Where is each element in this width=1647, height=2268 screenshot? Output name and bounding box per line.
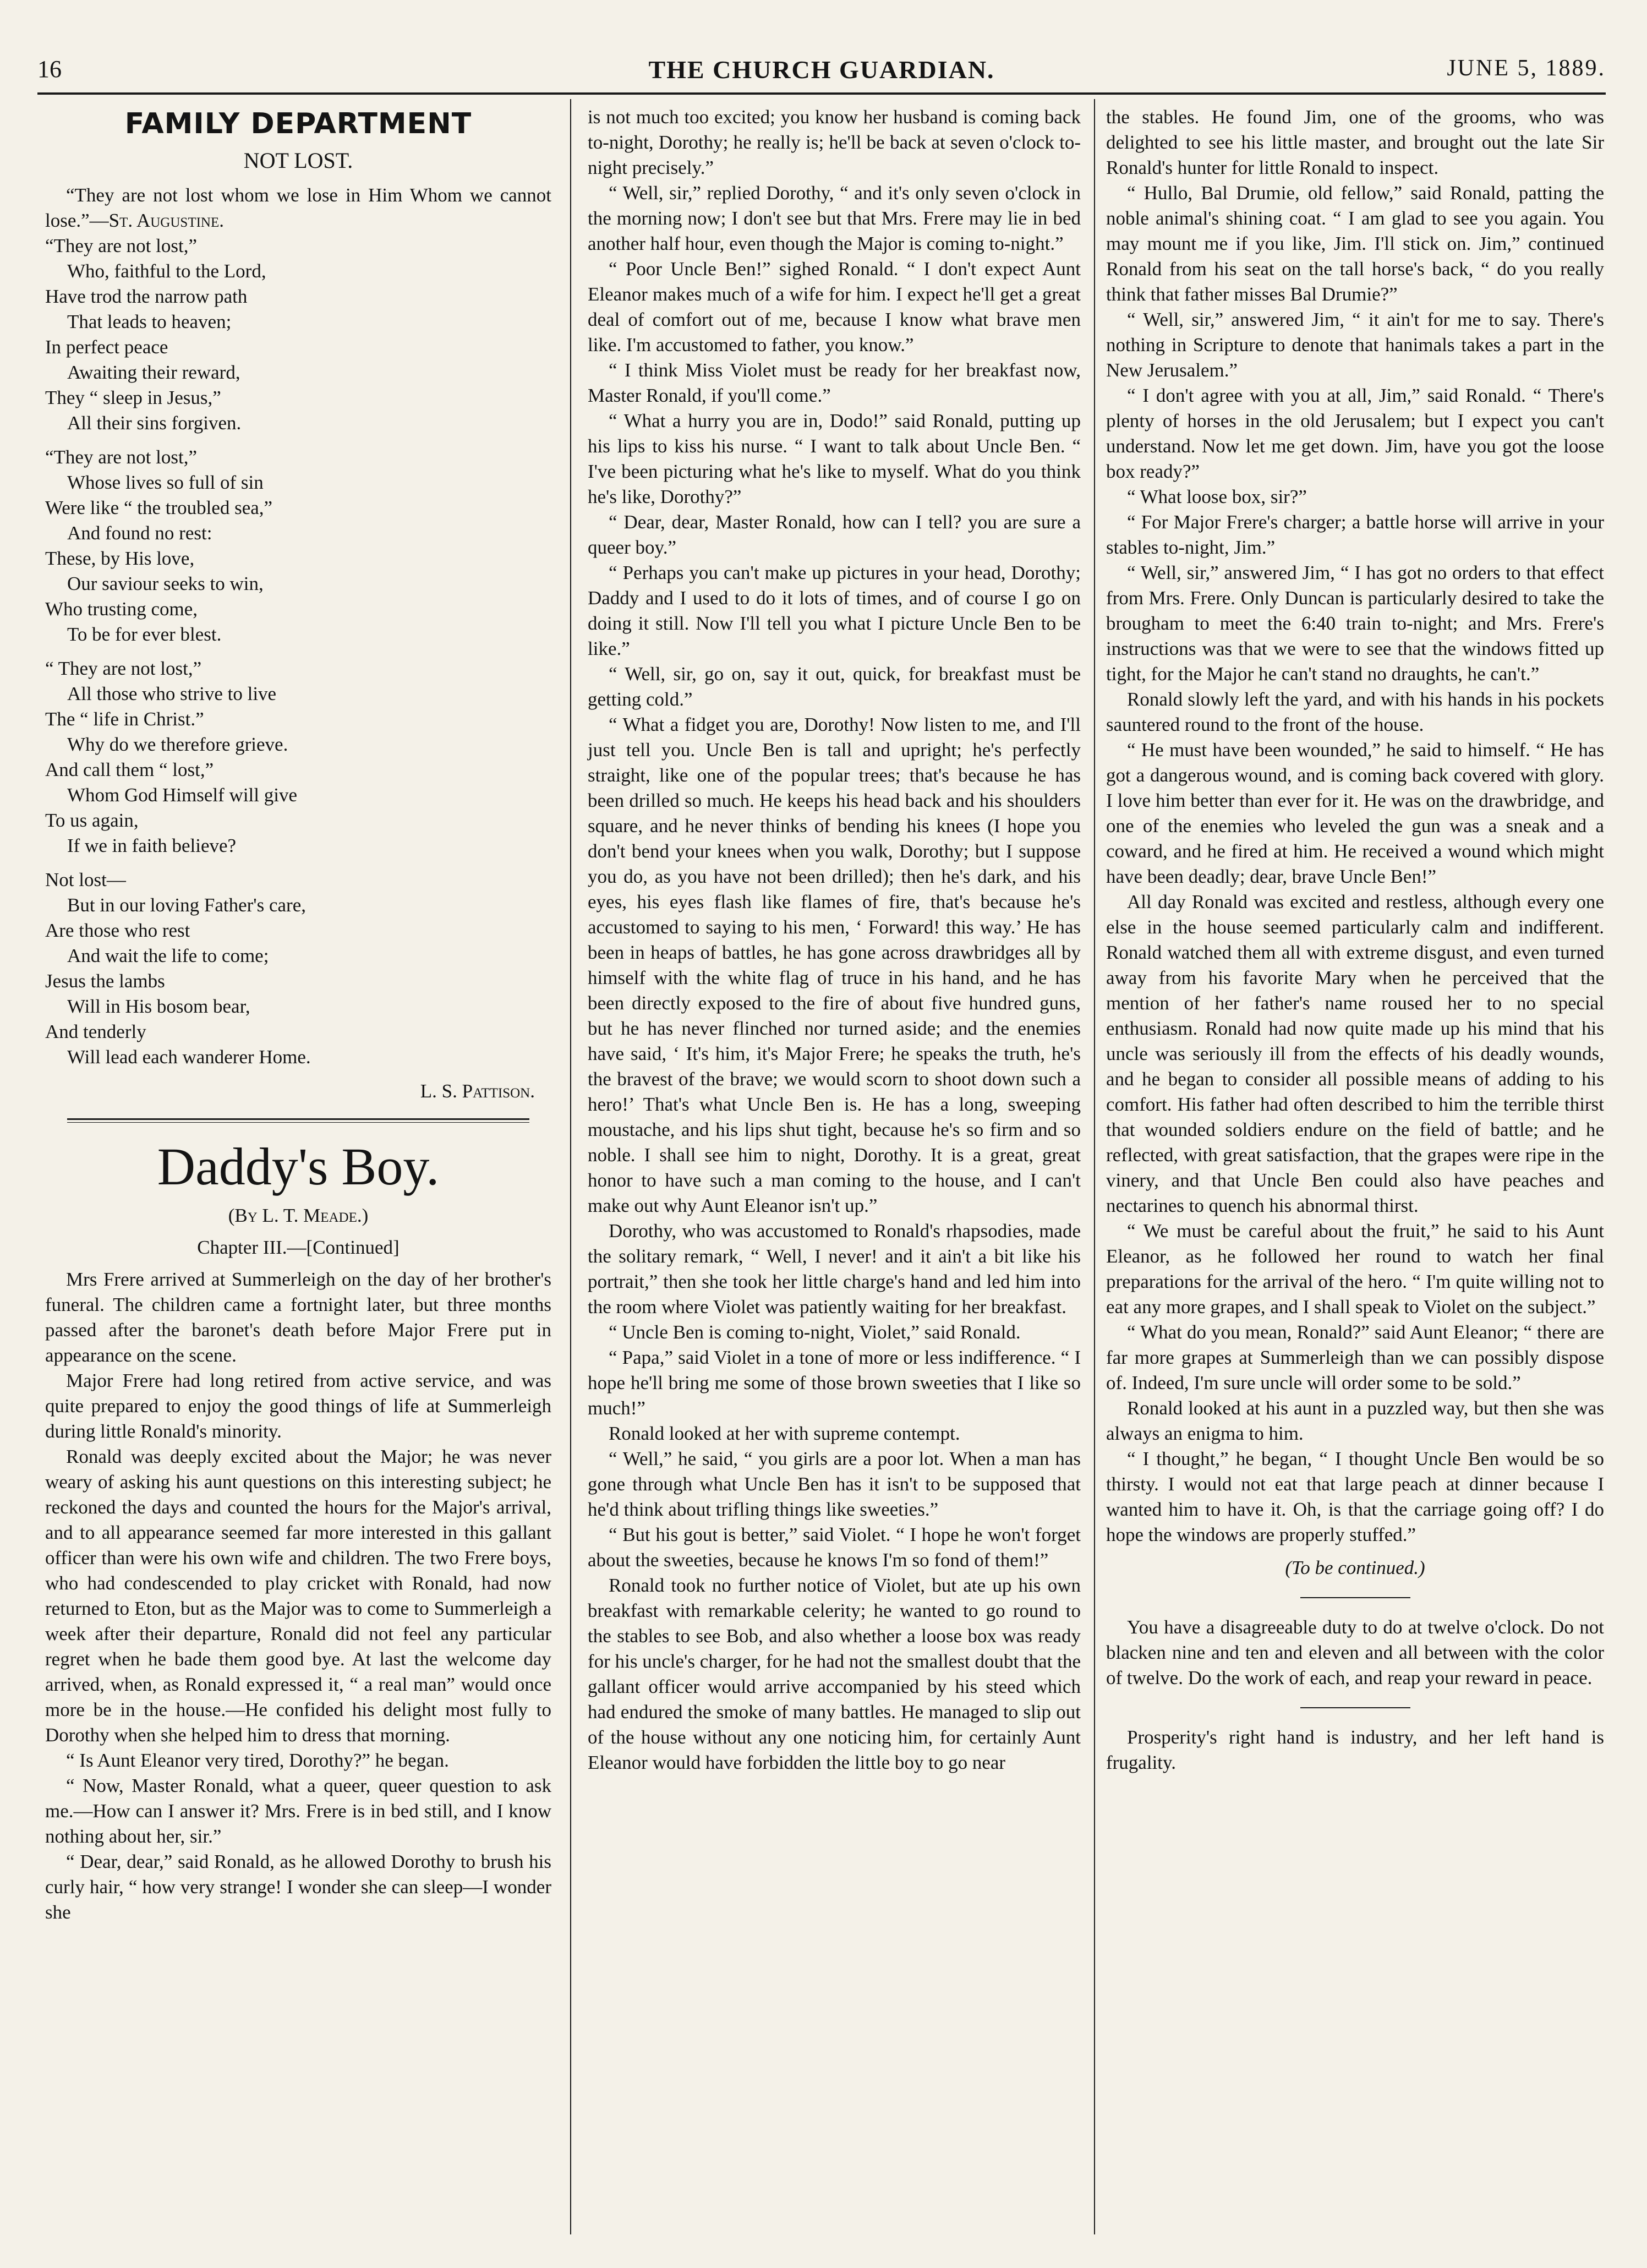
story-paragraph: “ He must have been wounded,” he said to himself. “ He has got a dangerous wound, and is coming back covered with glory. I love him better than ever for it. He was on the drawbridge, and one of the enemies who leveled the gun was a sneak and a coward, and he fired at him. He received a wound which might have been deadly; dear, brave Uncle Ben!” [1106, 739, 1604, 887]
story-paragraph: “ Well, sir, go on, say it out, quick, for breakfast must be getting cold.” [588, 663, 1081, 710]
story-paragraph: Ronald looked at her with supreme contempt. [609, 1423, 960, 1444]
story-paragraph: “ What do you mean, Ronald?” said Aunt Eleanor; “ there are far more grapes at Summerleigh than we can possibly dispose of. Indeed, I'm sure uncle will order some to be sold.” [1106, 1321, 1604, 1393]
poem-line: Were like “ the troubled sea,” [45, 497, 273, 518]
story-paragraph: Ronald slowly left the yard, and with his hands in his pockets sauntered round to the front of the house. [1106, 688, 1604, 735]
story-paragraph: “ Uncle Ben is coming to-night, Violet,” said Ronald. [609, 1321, 1021, 1343]
poem-line: They “ sleep in Jesus,” [45, 387, 221, 408]
story-paragraph: “ For Major Frere's charger; a battle horse will arrive in your stables to-night, Jim.” [1106, 511, 1604, 558]
poem-line: Why do we therefore grieve. [67, 734, 288, 755]
story-paragraph: “ We must be careful about the fruit,” he said to his Aunt Eleanor, as he followed her round to watch her final preparations for the arrival of the hero. “ I'm quite willing not to eat any more grapes, and I shall speak to Violet on the subject.” [1106, 1220, 1604, 1318]
story-paragraph: “ Dear, dear, Master Ronald, how can I tell? you are sure a queer boy.” [588, 511, 1081, 558]
poem-stanzas [45, 233, 551, 1070]
poem-line: Are those who rest [45, 920, 190, 941]
story-paragraph: “ But his gout is better,” said Violet. “ I hope he won't forget about the sweeties, because he knows I'm so fond of them!” [588, 1524, 1081, 1571]
story-paragraph: Ronald looked at his aunt in a puzzled way, but then she was always an enigma to him. [1106, 1397, 1604, 1444]
to-be-continued: (To be continued.) [1285, 1557, 1425, 1578]
story-paragraph: the stables. He found Jim, one of the grooms, who was delighted to see his little master, and brought out the late Sir Ronald's hunter for little Ronald to inspect. [1106, 106, 1604, 178]
story-paragraph: All day Ronald was excited and restless, although every one else in the house seemed particularly calm and indifferent. Ronald watched them all with extreme disgust, and even turned away from his favorite Mary when he perceived that the mention of her father's name roused her to no special enthusiasm. Ronald had now quite made up his mind that his uncle was seriously ill from the effects of his deadly wounds, and he began to consider all possible means of adding to his comfort. His father had often described to him the terrible thirst that wounded soldiers endure on the field of battle; and he reflected, with great satisfaction, that the grapes were ripe in the vinery, and that Uncle Ben could also have peaches and nectarines to quench his abnormal thirst. [1106, 891, 1604, 1216]
story-paragraph: “ Perhaps you can't make up pictures in your head, Dorothy; Daddy and I used to do it lots of times, and of course I go on doing it still. Now I'll tell you what I picture Uncle Ben to be like.” [588, 562, 1081, 659]
filler-paragraph: You have a disagreeable duty to do at twelve o'clock. Do not blacken nine and ten and eleven and all between with the color of twelve. Do the work of each, and reap your reward in peace. [1106, 1616, 1604, 1688]
poem-stanza [45, 656, 551, 859]
poem-line: Our saviour seeks to win, [67, 573, 264, 594]
story-paragraph: “ Well, sir,” answered Jim, “ it ain't for me to say. There's nothing in Scripture to denote that hanimals takes a part in the New Jerusalem.” [1106, 309, 1604, 381]
story-paragraph: “ Well, sir,” replied Dorothy, “ and it's only seven o'clock in the morning now; I don't see but that Mrs. Frere may lie in bed another half hour, even though the Major is coming to-night.” [588, 182, 1081, 254]
poem-line: “They are not lost,” [45, 446, 198, 468]
story-byline: (By L. T. Meade.) [228, 1205, 369, 1226]
column-1 [45, 105, 551, 1925]
short-divider [1300, 1597, 1410, 1598]
poem-line: Jesus the lambs [45, 970, 165, 992]
story-paragraph: Mrs Frere arrived at Summerleigh on the day of her brother's funeral. The children came a fortnight later, but three months passed after the baronet's death before Major Frere put in appearance on the scene. [45, 1269, 551, 1366]
section-divider [67, 1118, 529, 1123]
poem-line: All those who strive to live [67, 683, 277, 704]
story-paragraph: Dorothy, who was accustomed to Ronald's rhapsodies, made the solitary remark, “ Well, I never! and it ain't a bit like his portrait,” then she took her little charge's hand and led him into the room where Violet was patiently waiting for her breakfast. [588, 1220, 1081, 1318]
poem-line: To us again, [45, 810, 139, 831]
poem-line: “They are not lost,” [45, 235, 198, 256]
story-paragraph: “ Poor Uncle Ben!” sighed Ronald. “ I don't expect Aunt Eleanor makes much of a wife for him. I expect he'll get a great deal of comfort out of me, because I know what brave men like. I'm accustomed to father, you know.” [588, 258, 1081, 356]
story-paragraph: “ I thought,” he began, “ I thought Uncle Ben would be so thirsty. I would not eat that large peach at dinner because I wanted him to have it. Oh, is that the carriage going off? I do hope the windows are properly stuffed.” [1106, 1448, 1604, 1545]
poem-line: Who, faithful to the Lord, [67, 260, 266, 282]
page-number: 16 [37, 56, 62, 83]
poem-title: NOT LOST. [243, 148, 353, 173]
masthead: THE CHURCH GUARDIAN. [648, 56, 995, 84]
story-paragraph: “ What loose box, sir?” [1127, 486, 1307, 507]
story-paragraph: “ What a fidget you are, Dorothy! Now listen to me, and I'll just tell you. Uncle Ben is tall and upright; he's perfectly straight, like one of the popular trees; that's because he has been drilled so much. He keeps his head back and his shoulders square, and he never thinks of bending his knees (I hope you don't bend your knees when you walk, Dorothy; but I suppose you do, as you have not been drilled); then he's dark, and his eyes, his eyes flash like flames of fire, that's because he's accustomed to saying to his men, ‘ Forward! this way.’ He has been in heaps of battles, he has gone across drawbridges all by himself with the white flag of truce in his hand, and he has been directly exposed to the fire of about five hundred guns, but he has never flinched nor turned aside; and the enemies have said, ‘ It's him, it's Major Frere; he speaks the truth, he's the bravest of the brave; we would scorn to shoot down such a hero!’ That's what Uncle Ben is. He has a long, sweeping moustache, and his lips shut tight, because he's so firm and so noble. I shall see him to night, Dorothy. It is a great, great honor to have such a man coming to the house, and I can't make out why Aunt Eleanor isn't up.” [588, 714, 1081, 1216]
poem-line: Whose lives so full of sin [67, 472, 264, 493]
poem-line: All their sins forgiven. [67, 412, 242, 434]
story-paragraph: “ Well,” he said, “ you girls are a poor lot. When a man has gone through what Uncle Ben has it isn't to be supposed that he'd think about trifling things like sweeties.” [588, 1448, 1081, 1520]
story-paragraph: “ What a hurry you are in, Dodo!” said Ronald, putting up his lips to kiss his nurse. “ I want to talk about Uncle Ben. “ I've been picturing what he's like to myself. What do you think he's like, Dorothy?” [588, 410, 1081, 507]
poem-line: In perfect peace [45, 336, 168, 358]
filler-paragraph: Prosperity's right hand is industry, and her left hand is frugality. [1106, 1726, 1604, 1773]
poem-line: And call them “ lost,” [45, 759, 214, 780]
poem-line: If we in faith believe? [67, 835, 237, 856]
story-paragraph: “ I think Miss Violet must be ready for her breakfast now, Master Ronald, if you'll come.” [588, 359, 1081, 406]
poem-line: To be for ever blest. [67, 624, 222, 645]
story-paragraph: is not much too excited; you know her husband is coming back to-night, Dorothy; he really is; he'll be back at seven o'clock to-night precisely.” [588, 106, 1081, 178]
epigraph-text: “They are not lost whom we lose in Him Whom we cannot lose.”— [45, 184, 551, 231]
story-paragraph: Ronald was deeply excited about the Major; he was never weary of asking his aunt questions on this interesting subject; he reckoned the days and counted the hours for the Major's arrival, and to all appearance seemed far more interested in this gallant officer than were his own wife and children. The two Frere boys, who had condescended to play cricket with Ronald, had now returned to Eton, but as the Major was to come to Summerleigh a week after their departure, Ronald did not feel any particular regret when he bade them good bye. At last the welcome day arrived, when, as Ronald expressed it, “ a real man” would once more be in the house.—He confided his delight most fully to Dorothy when she helped him to dress that morning. [45, 1446, 551, 1746]
column-3 [1106, 105, 1604, 1775]
poem-stanza [45, 445, 551, 647]
poem-stanza [45, 233, 551, 436]
poem-line: And found no rest: [67, 522, 212, 544]
story-paragraph: Ronald took no further notice of Violet, but ate up his own breakfast with remarkable celerity; he wanted to go round to the stables to see Bob, and also whether a loose box was ready for his uncle's charger, for he had not the smallest doubt that the gallant officer would arrive accompanied by his steed which had endured the smoke of many battles. He managed to slip out of the house without any one noticing him, for certainly Aunt Eleanor would have forbidden the little boy to go near [588, 1575, 1081, 1773]
poem-line: Awaiting their reward, [67, 362, 240, 383]
header-rule [37, 92, 1606, 95]
epigraph-source: St. Augustine. [108, 210, 224, 231]
poem-line: Have trod the narrow path [45, 286, 248, 307]
poem-line: Will lead each wanderer Home. [67, 1046, 311, 1068]
story-paragraph: “ I don't agree with you at all, Jim,” said Ronald. “ There's plenty of horses in the old Jerusalem; but I expect you can't understand. Now let me get down. Jim, have you got the loose box ready?” [1106, 385, 1604, 482]
poem-line: That leads to heaven; [67, 311, 232, 332]
issue-date: JUNE 5, 1889. [1447, 56, 1606, 81]
column-2 [588, 105, 1081, 1775]
chapter-heading: Chapter III.—[Continued] [197, 1237, 400, 1258]
short-divider [1300, 1707, 1410, 1708]
poem-line: But in our loving Father's care, [67, 894, 306, 916]
story-paragraph: Major Frere had long retired from active service, and was quite prepared to enjoy the good things of life at Summerleigh during little Ronald's minority. [45, 1370, 551, 1442]
poem-author: L. S. Pattison. [420, 1080, 535, 1102]
column-rule-2 [1094, 99, 1095, 2234]
poem-stanza [45, 867, 551, 1070]
page-header [37, 55, 1606, 88]
poem-line: Whom God Himself will give [67, 784, 298, 806]
story-paragraph: “ Is Aunt Eleanor very tired, Dorothy?” he began. [66, 1750, 449, 1771]
story-paragraph: “ Well, sir,” answered Jim, “ I has got no orders to that effect from Mrs. Frere. Only Duncan is particularly desired to take the brougham to meet the 6:40 train to-night; and Mrs. Frere's instructions was that we were to see that the windows fitted up tight, for the Major he can't stand no draughts, he can't.” [1106, 562, 1604, 685]
story-paragraph: “ Hullo, Bal Drumie, old fellow,” said Ronald, patting the noble animal's shining coat. “ I am glad to see you again. You may mount me if you like, Jim. I'll stick on. Jim,” continued Ronald from his seat on the tall horse's back, “ do you really think that father misses Bal Drumie?” [1106, 182, 1604, 305]
story-paragraph: “ Papa,” said Violet in a tone of more or less indifference. “ I hope he'll bring me some of those brown sweeties that I like so much!” [588, 1347, 1081, 1419]
poem-line: And wait the life to come; [67, 945, 269, 966]
poem-line: Not lost— [45, 869, 126, 890]
poem-line: “ They are not lost,” [45, 658, 202, 679]
poem-line: And tenderly [45, 1021, 146, 1042]
poem-line: The “ life in Christ.” [45, 708, 204, 730]
poem-epigraph [45, 183, 551, 233]
story-paragraph: “ Dear, dear,” said Ronald, as he allowed Dorothy to brush his curly hair, “ how very strange! I wonder she can sleep—I wonder she [45, 1851, 551, 1923]
poem-line: Will in His bosom bear, [67, 996, 250, 1017]
story-title: Daddy's Boy. [157, 1137, 440, 1196]
poem-line: These, by His love, [45, 548, 195, 569]
poem-line: Who trusting come, [45, 598, 198, 620]
column-rule-1 [570, 99, 571, 2234]
department-heading: FAMILY DEPARTMENT [124, 107, 472, 140]
story-paragraph: “ Now, Master Ronald, what a queer, queer question to ask me.—How can I answer it? Mrs. Frere is in bed still, and I know nothing about her, sir.” [45, 1775, 551, 1847]
